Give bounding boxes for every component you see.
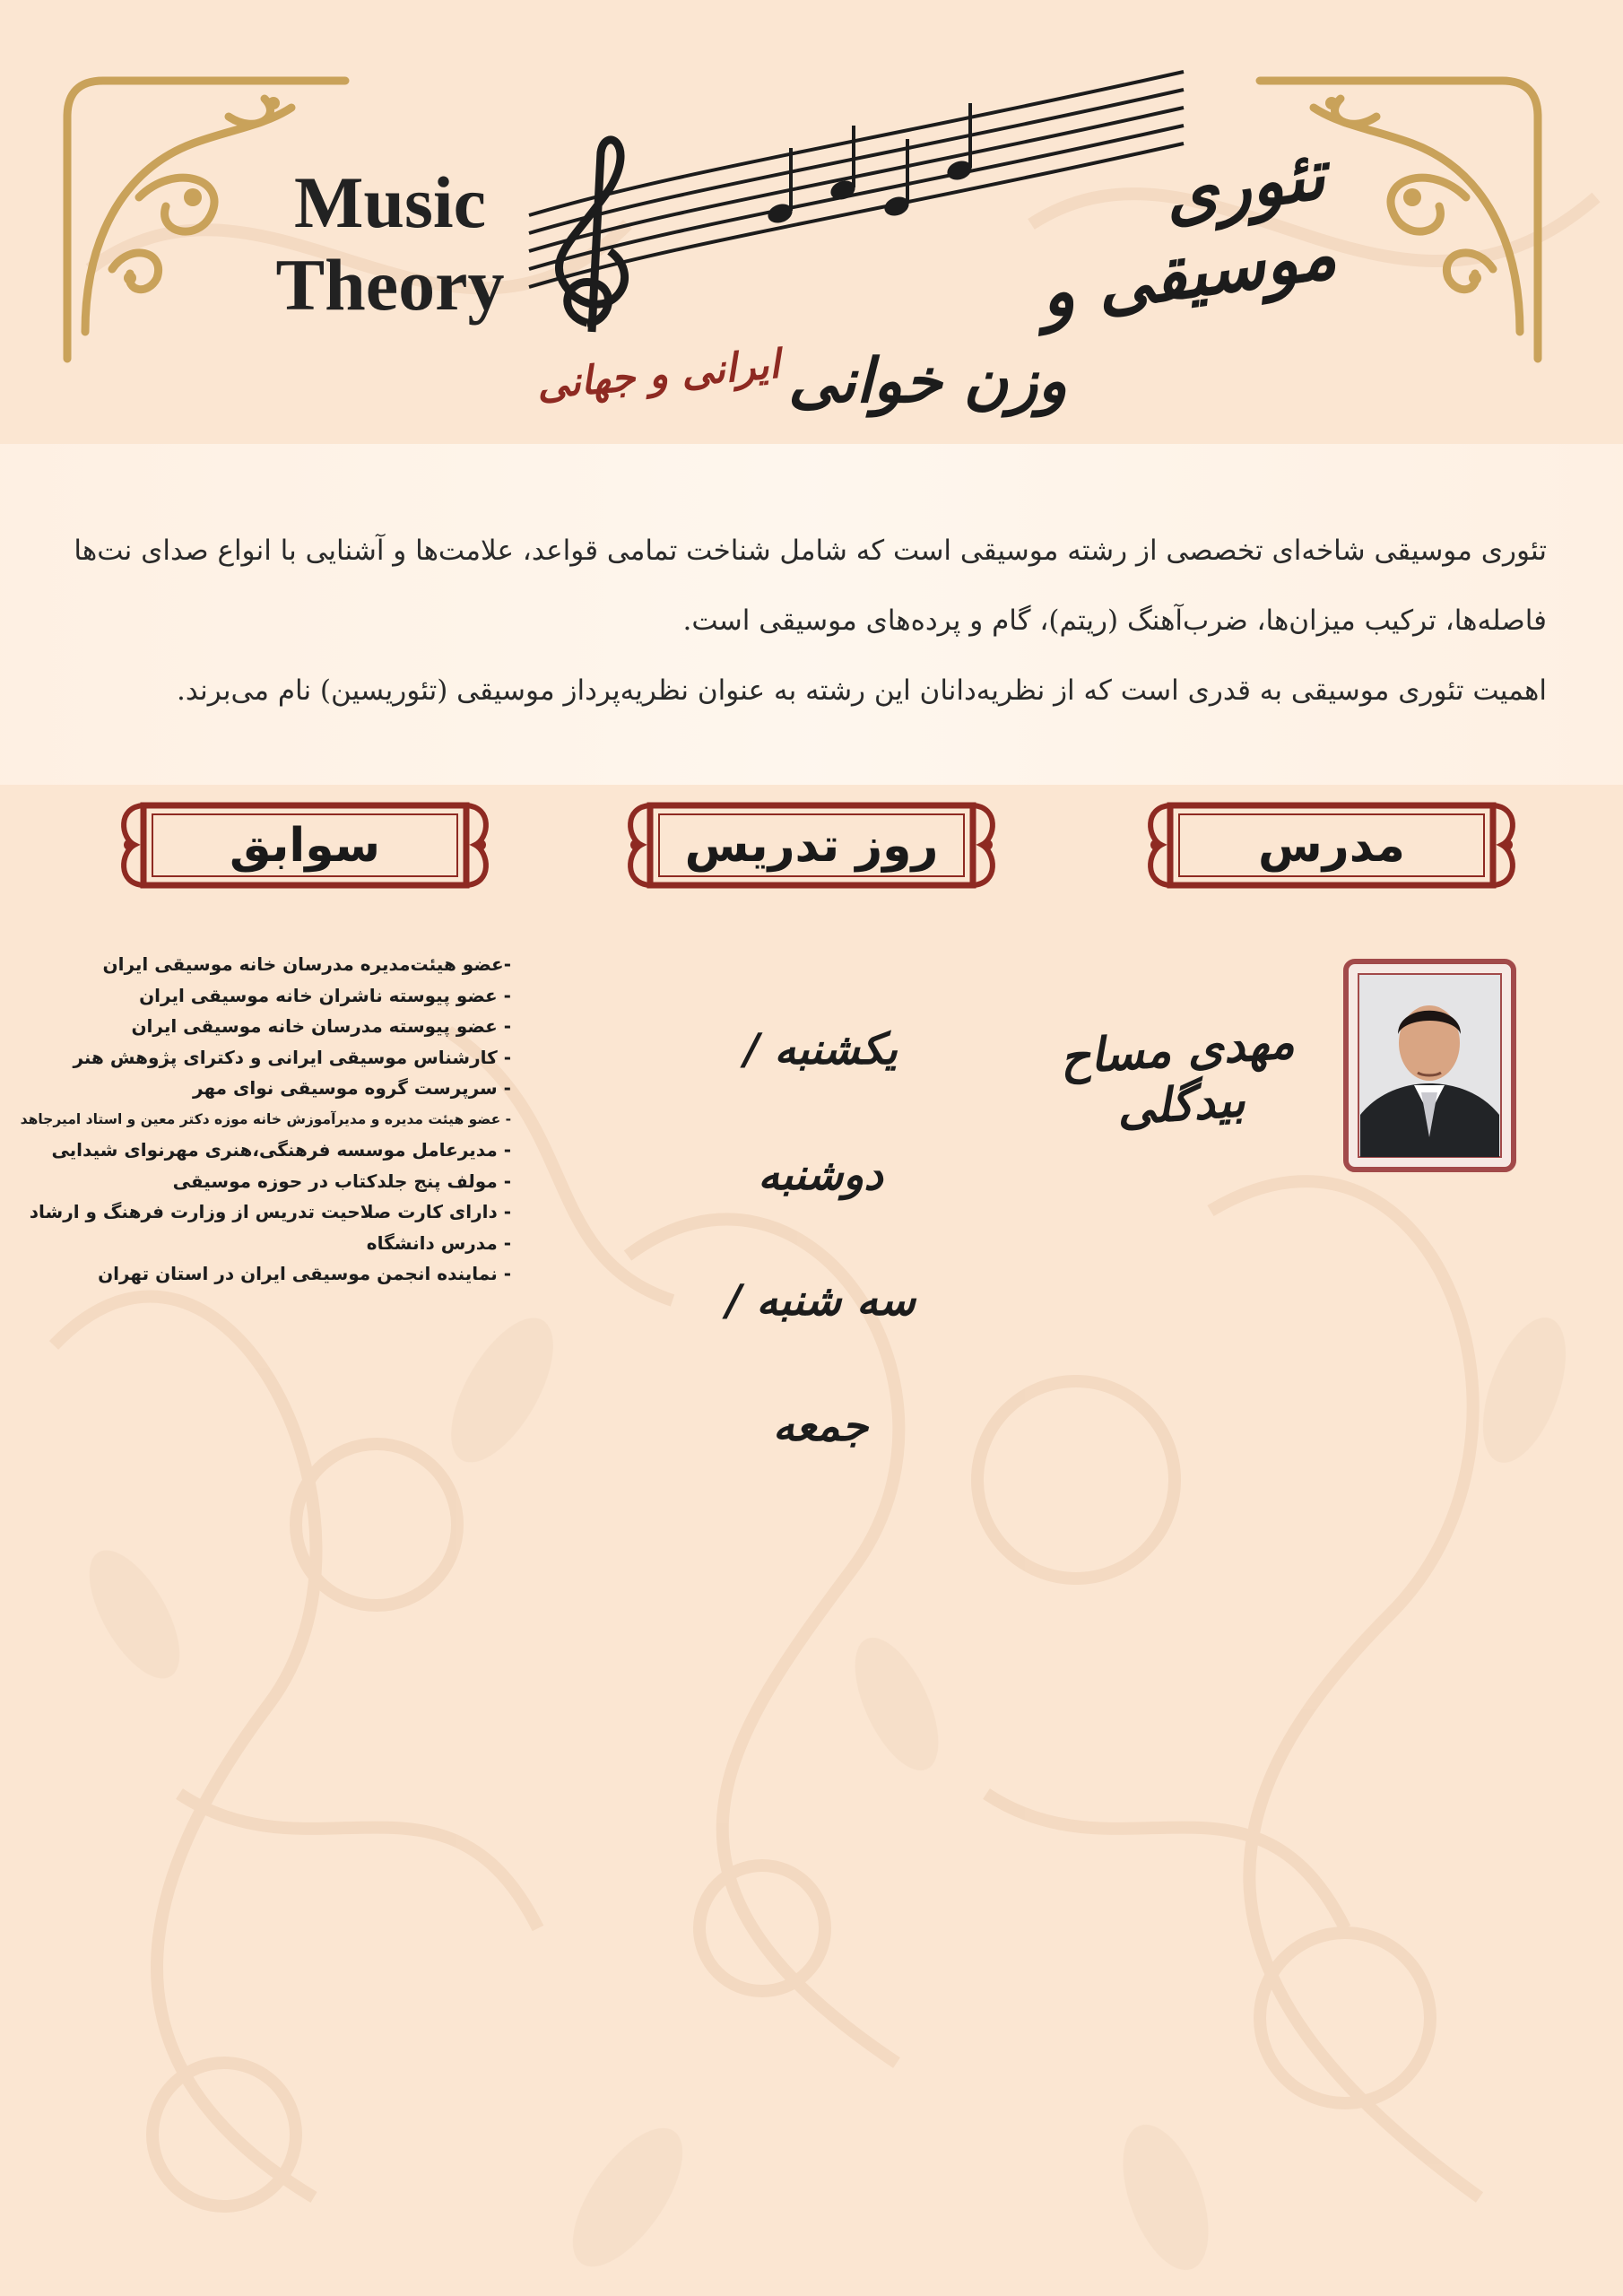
intro-paragraph-2: اهمیت تئوری موسیقی به قدری است که از نظریه‌دانان این رشته به عنوان نظریه‌پرداز موسیقی (تئوریسین) نام می‌برند. bbox=[177, 674, 1547, 707]
days-line-1: یکشنبه / دوشنبه bbox=[743, 1024, 898, 1200]
title-english bbox=[242, 161, 538, 326]
history-heading-frame bbox=[117, 789, 493, 901]
history-item: - نماینده انجمن موسیقی ایران در استان تهران bbox=[98, 1263, 511, 1284]
history-item: - عضو پیوسته مدرسان خانه موسیقی ایران bbox=[131, 1015, 511, 1037]
teacher-heading: مدرس bbox=[1258, 818, 1405, 873]
history-item: - سرپرست گروه موسیقی نوای مهر bbox=[193, 1077, 511, 1099]
days-heading: روز تدریس bbox=[684, 818, 939, 873]
title-persian-subtitle: ایرانی و جهانی bbox=[534, 341, 782, 409]
title-persian-line1: تئوری موسیقی و bbox=[1035, 134, 1341, 334]
teacher-photo bbox=[1342, 958, 1517, 1173]
intro-text bbox=[72, 516, 1547, 726]
history-item: - مولف پنج جلدکتاب در حوزه موسیقی bbox=[172, 1170, 511, 1192]
history-item: -عضو هیئت‌مدیره مدرسان خانه موسیقی ایران bbox=[102, 953, 511, 975]
history-item: - کارشناس موسیقی ایرانی و دکترای پژوهش هنر bbox=[73, 1046, 511, 1068]
teacher-name: مهدی مساح بیدگلی bbox=[1058, 1014, 1297, 1136]
days-line-2: سه شنبه / جمعه bbox=[725, 1275, 916, 1451]
history-item: - مدرس دانشگاه bbox=[366, 1231, 511, 1254]
history-list bbox=[20, 949, 511, 1290]
days-heading-frame bbox=[623, 789, 1000, 901]
history-item: - عضو هیئت مدیره و مدیرآموزش خانه موزه دکتر معین و استاد امیرجاهد bbox=[20, 1110, 511, 1127]
teaching-days bbox=[690, 987, 950, 1489]
history-item: - دارای کارت صلاحیت تدریس از وزارت فرهنگ و ارشاد bbox=[29, 1201, 511, 1222]
history-item: - مدیرعامل موسسه فرهنگی،هنری مهرنوای شیدایی bbox=[51, 1139, 511, 1161]
history-heading: سوابق bbox=[230, 818, 380, 873]
title-english-line1: Music bbox=[293, 161, 487, 243]
history-item: - عضو پیوسته ناشران خانه موسیقی ایران bbox=[139, 984, 511, 1006]
teacher-heading-frame bbox=[1143, 789, 1520, 901]
intro-paragraph-1: تئوری موسیقی شاخه‌ای تخصصی از رشته موسیقی است که شامل شناخت تمامی قواعد، علامت‌ها و آشنایی با انواع صدای نت‌ها فاصله‌ها، ترکیب میزان‌ها، ضرب‌آهنگ (ریتم)، گام و پرده‌های موسیقی است. bbox=[74, 535, 1547, 637]
title-english-line2: Theory bbox=[275, 244, 505, 326]
title-persian-line2: وزن خوانی bbox=[788, 345, 1067, 417]
